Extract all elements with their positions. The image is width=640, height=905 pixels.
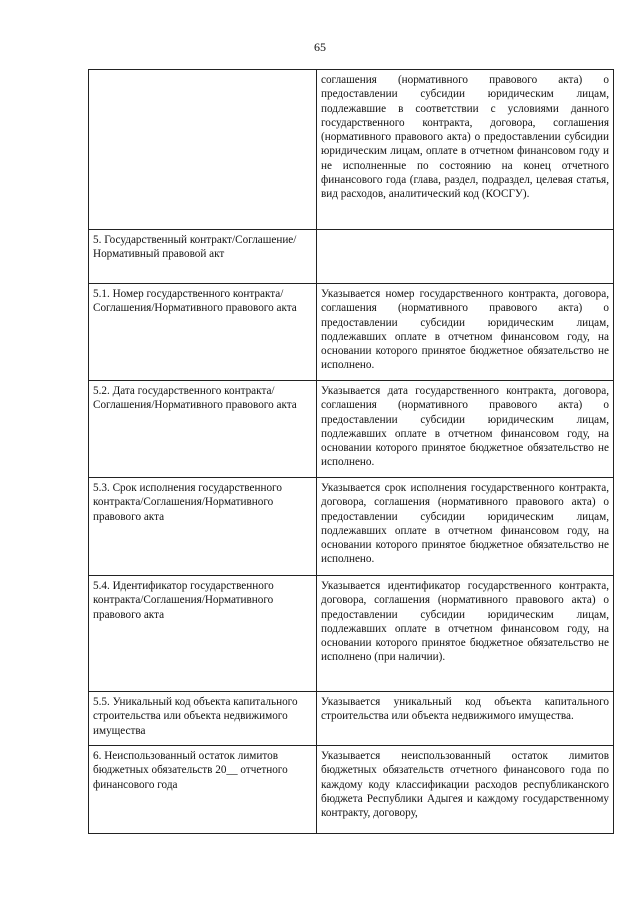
row-description: Указывается дата государственного контракта, договора, соглашения (нормативного правового акта) о предоставлении субсидии юридическим лицам, подлежавших оплате в отчетном финансовом году, на основании которого принятое бюджетное обязательство не исполнено. bbox=[317, 381, 614, 478]
instructions-table bbox=[88, 69, 614, 834]
table-row bbox=[89, 478, 614, 576]
row-description: Указывается идентификатор государственного контракта, договора, соглашения (нормативного правового акта) о предоставлении субсидии юридическим лицам, подлежавших оплате в отчетном финансовом году, на основании которого принятое бюджетное обязательство не исполнено (при наличии). bbox=[317, 576, 614, 692]
page-number: 65 bbox=[314, 40, 326, 54]
row-label bbox=[89, 70, 317, 230]
table-row bbox=[89, 692, 614, 746]
row-label: 5.4. Идентификатор государственного контракта/Соглашения/Нормативного правового акта bbox=[89, 576, 317, 692]
table-row bbox=[89, 746, 614, 834]
row-description: Указывается срок исполнения государственного контракта, договора, соглашения (нормативного правового акта) о предоставлении субсидии юридическим лицам, подлежавших оплате в отчетном финансовом году, на основании которого принятое бюджетное обязательство не исполнено. bbox=[317, 478, 614, 576]
table-row bbox=[89, 230, 614, 284]
row-label: 5.3. Срок исполнения государственного контракта/Соглашения/Нормативного правового акта bbox=[89, 478, 317, 576]
table-row bbox=[89, 70, 614, 230]
row-label: 6. Неиспользованный остаток лимитов бюджетных обязательств 20__ отчетного финансового года bbox=[89, 746, 317, 834]
row-description: Указывается уникальный код объекта капитального строительства или объекта недвижимого имущества. bbox=[317, 692, 614, 746]
row-label: 5.2. Дата государственного контракта/Соглашения/Нормативного правового акта bbox=[89, 381, 317, 478]
row-description: Указывается неиспользованный остаток лимитов бюджетных обязательств отчетного финансового года по каждому коду классификации расходов республиканского бюджета Республики Адыгея и каждому государственному контракту, договору, bbox=[317, 746, 614, 834]
row-description: Указывается номер государственного контракта, договора, соглашения (нормативного правового акта) о предоставлении субсидии юридическим лицам, подлежавших оплате в отчетном финансовом году, на основании которого принятое бюджетное обязательство не исполнено. bbox=[317, 284, 614, 381]
row-label: 5.5. Уникальный код объекта капитального строительства или объекта недвижимого имущества bbox=[89, 692, 317, 746]
row-label: 5. Государственный контракт/Соглашение/Нормативный правовой акт bbox=[89, 230, 317, 284]
table-row bbox=[89, 576, 614, 692]
table-row bbox=[89, 284, 614, 381]
table-row bbox=[89, 381, 614, 478]
row-description: соглашения (нормативного правового акта) о предоставлении субсидии юридическим лицам, подлежавшие в соответствии с условиями данного государственного контракта, договора, соглашения (нормативного правового акта) о предоставлении субсидии юридическим лицам, оплате в отчетном финансовом году и не исполненные по состоянию на конец отчетного финансового года (глава, раздел, подраздел, целевая статья, вид расходов, аналитический код (КОСГУ). bbox=[317, 70, 614, 230]
row-description bbox=[317, 230, 614, 284]
row-label: 5.1. Номер государственного контракта/Соглашения/Нормативного правового акта bbox=[89, 284, 317, 381]
